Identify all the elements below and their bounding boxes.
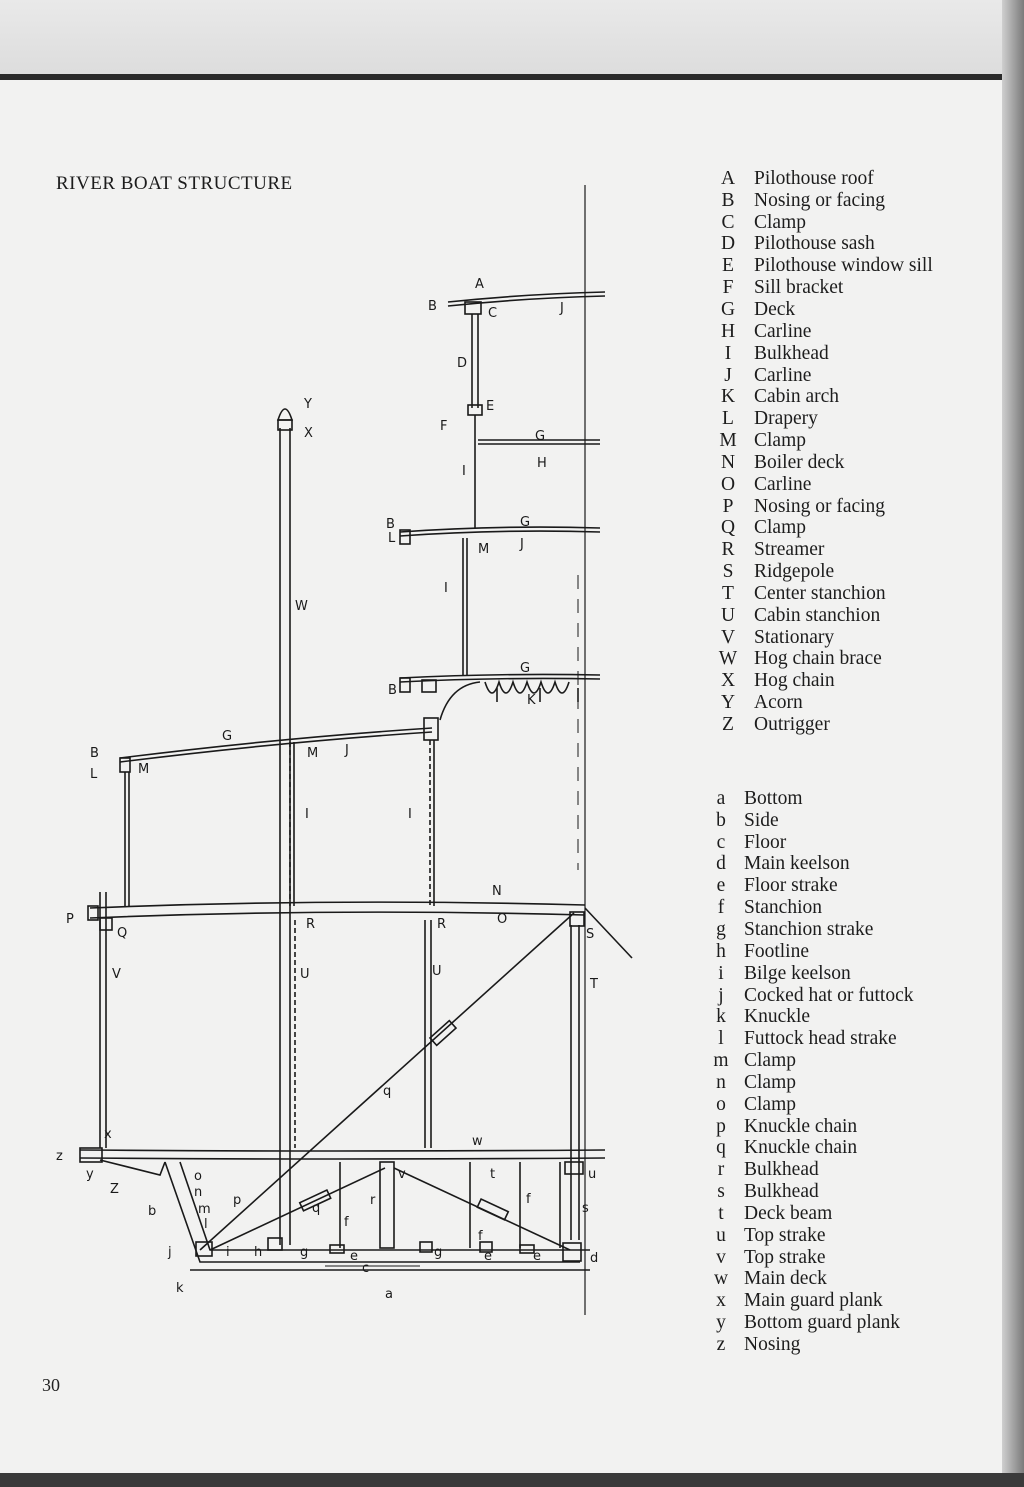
legend-label: Hog chain	[754, 670, 835, 692]
legend-key: A	[720, 167, 736, 189]
legend-label: Main keelson	[744, 853, 850, 875]
legend-label: Nosing or facing	[754, 495, 886, 517]
label-J-2: J	[520, 537, 524, 552]
label-R-2: R	[437, 917, 447, 932]
label-e-3: e	[533, 1249, 541, 1264]
legend-label: Floor strake	[744, 875, 838, 897]
legend-item	[712, 539, 933, 561]
legend-item	[706, 1072, 914, 1094]
legend-item	[712, 277, 933, 299]
label-M-2: M	[138, 762, 150, 777]
legend-label: Knuckle chain	[744, 1137, 858, 1159]
label-j: j	[168, 1245, 172, 1260]
label-W: W	[295, 599, 308, 614]
legend-key: p	[716, 1115, 726, 1137]
legend-key: z	[716, 1334, 726, 1356]
legend-item	[712, 561, 933, 583]
label-I-2: I	[444, 581, 448, 596]
legend-label: Clamp	[744, 1050, 796, 1072]
legend-key: H	[720, 320, 736, 342]
label-J: J	[560, 301, 564, 316]
knuckle-chain-turnbuckle-2	[477, 1199, 508, 1220]
legend-item	[712, 408, 933, 430]
legend-label: Bulkhead	[754, 342, 829, 364]
boiler-deck	[90, 902, 585, 908]
legend-key: S	[722, 561, 734, 583]
legend-key: G	[720, 298, 736, 320]
legend-item	[712, 605, 933, 627]
boiler-deck-roof	[120, 728, 432, 758]
legend-key: u	[716, 1224, 726, 1246]
legend-key: i	[718, 962, 724, 984]
legend-item	[712, 496, 933, 518]
label-t: t	[490, 1167, 496, 1182]
label-d: d	[590, 1251, 599, 1266]
legend-key: I	[724, 342, 732, 364]
floor-strake-3	[330, 1245, 344, 1253]
label-J-3: J	[345, 743, 349, 758]
label-R: R	[306, 917, 316, 932]
hurricane-deck	[400, 674, 600, 678]
label-f-3: f	[478, 1229, 483, 1244]
legend-label: Bottom	[744, 787, 803, 809]
label-s: s	[582, 1201, 589, 1216]
legend-key: C	[721, 211, 735, 233]
legend-item	[712, 365, 933, 387]
legend-key: a	[716, 787, 726, 809]
label-P: P	[66, 912, 74, 927]
label-v: v	[398, 1167, 406, 1182]
legend-item	[712, 474, 933, 496]
legend-label: Sill bracket	[754, 277, 844, 299]
label-c: c	[362, 1261, 370, 1276]
legend-label: Carline	[754, 364, 812, 386]
legend-item	[706, 1138, 914, 1160]
legend-key: Y	[720, 692, 736, 714]
label-f: f	[526, 1192, 531, 1207]
label-e: e	[350, 1249, 358, 1264]
legend-label: Streamer	[754, 539, 825, 561]
texas-deck-inner	[400, 531, 600, 536]
legend-label: Main guard plank	[744, 1290, 883, 1312]
legend-key: w	[713, 1268, 729, 1290]
legend-item	[706, 875, 914, 897]
boiler-deck-roof-inner	[120, 732, 432, 762]
legend-label: Acorn	[754, 692, 803, 714]
label-x: x	[104, 1127, 112, 1142]
hog-chain	[200, 913, 574, 1250]
label-U-2: U	[432, 964, 442, 979]
legend-key: c	[716, 831, 726, 853]
legend-uppercase	[712, 168, 933, 736]
label-S: S	[586, 927, 595, 942]
main-keelson	[563, 1243, 581, 1261]
label-U: U	[300, 967, 310, 982]
label-e-2: e	[484, 1249, 492, 1264]
floor-strake-2	[520, 1245, 534, 1253]
label-G-2: G	[520, 515, 531, 530]
legend-label: Ridgepole	[754, 561, 835, 583]
label-u: u	[588, 1167, 597, 1182]
legend-label: Pilothouse window sill	[754, 255, 933, 277]
hog-chain-turnbuckle	[430, 1021, 456, 1046]
legend-label: Cocked hat or futtock	[744, 984, 914, 1006]
legend-item	[706, 810, 914, 832]
label-M: M	[478, 542, 490, 557]
label-V: V	[112, 967, 121, 982]
legend-key: P	[722, 495, 734, 517]
legend-key: h	[716, 940, 726, 962]
legend-key: o	[716, 1093, 726, 1115]
legend-item	[706, 897, 914, 919]
legend-item	[712, 321, 933, 343]
bulkhead	[380, 1162, 394, 1248]
main-deck-inner	[80, 1158, 605, 1159]
legend-key: q	[716, 1137, 726, 1159]
label-z: z	[56, 1149, 63, 1164]
legend-item	[706, 1028, 914, 1050]
legend-label: Clamp	[744, 1071, 796, 1093]
legend-label: Bilge keelson	[744, 962, 851, 984]
hurricane-deck-nosing	[400, 678, 410, 692]
legend-key: E	[722, 255, 734, 277]
legend-item	[712, 692, 933, 714]
label-l: l	[204, 1217, 208, 1232]
legend-key: J	[724, 364, 732, 386]
legend-item	[712, 452, 933, 474]
legend-item	[706, 1334, 914, 1356]
legend-label: Floor	[744, 831, 787, 853]
legend-label: Nosing or facing	[754, 189, 886, 211]
legend-key: M	[719, 430, 737, 452]
legend-item	[706, 788, 914, 810]
label-O: O	[497, 912, 508, 927]
outrigger	[100, 1160, 165, 1175]
label-I-4: I	[408, 807, 412, 822]
legend-label: Clamp	[744, 1093, 796, 1115]
label-m: m	[198, 1202, 211, 1217]
label-C: C	[488, 306, 498, 321]
label-q-2: q	[312, 1201, 321, 1216]
legend-label: Carline	[754, 473, 812, 495]
label-i: i	[226, 1245, 230, 1260]
legend-item	[706, 1225, 914, 1247]
legend-key: F	[722, 277, 734, 299]
legend-item	[712, 670, 933, 692]
legend-item	[706, 1159, 914, 1181]
legend-label: Bulkhead	[744, 1181, 819, 1203]
label-n: n	[194, 1185, 203, 1200]
legend-key: e	[716, 875, 726, 897]
label-k: k	[176, 1281, 184, 1296]
legend-key: R	[721, 539, 735, 561]
legend-item	[706, 832, 914, 854]
legend-key: N	[720, 451, 736, 473]
legend-key: f	[717, 897, 725, 919]
legend-item	[706, 1203, 914, 1225]
legend-item	[706, 854, 914, 876]
label-B-3: B	[388, 683, 397, 698]
roof-nosing	[120, 758, 130, 772]
legend-key: W	[718, 648, 738, 670]
legend-label: Cabin stanchion	[754, 604, 881, 626]
legend-item	[706, 919, 914, 941]
label-a: a	[385, 1287, 393, 1302]
label-y: y	[86, 1167, 94, 1182]
label-F: F	[440, 419, 448, 434]
legend-key: b	[716, 809, 726, 831]
legend-label: Footline	[744, 940, 810, 962]
label-L-2: L	[90, 767, 98, 782]
label-T: T	[590, 977, 598, 992]
label-I: I	[462, 464, 466, 479]
label-q: q	[383, 1084, 392, 1099]
label-M-3: M	[307, 746, 319, 761]
legend-item	[706, 941, 914, 963]
label-o: o	[194, 1169, 202, 1184]
legend-label: Knuckle chain	[744, 1115, 858, 1137]
legend-label: Stanchion	[744, 897, 822, 919]
legend-lowercase	[706, 788, 914, 1356]
legend-key: s	[717, 1181, 725, 1203]
main-deck	[80, 1150, 605, 1151]
legend-label: Top strake	[744, 1224, 826, 1246]
pilothouse-roof-inner	[448, 296, 605, 306]
legend-label: Clamp	[754, 430, 806, 452]
legend-label: Top strake	[744, 1246, 826, 1268]
legend-label: Center stanchion	[754, 582, 886, 604]
legend-key: d	[716, 853, 726, 875]
legend-key: K	[720, 386, 736, 408]
legend-item	[712, 190, 933, 212]
legend-label: Bottom guard plank	[744, 1312, 900, 1334]
label-X: X	[304, 426, 313, 441]
legend-key: n	[716, 1071, 726, 1093]
legend-item	[712, 583, 933, 605]
label-b: b	[148, 1204, 157, 1219]
legend-item	[706, 985, 914, 1007]
legend-item	[706, 1247, 914, 1269]
legend-item	[712, 343, 933, 365]
legend-key: Q	[720, 517, 736, 539]
pilothouse-window-sill	[468, 405, 482, 415]
legend-label: Deck	[754, 298, 796, 320]
legend-item	[712, 518, 933, 540]
legend-item	[706, 1181, 914, 1203]
legend-label: Stationary	[754, 626, 835, 648]
legend-item	[706, 1116, 914, 1138]
legend-item	[712, 255, 933, 277]
legend-label: Hog chain brace	[754, 648, 882, 670]
legend-label: Clamp	[754, 517, 806, 539]
label-r: r	[370, 1193, 376, 1208]
label-G-3: G	[520, 661, 531, 676]
legend-label: Pilothouse roof	[754, 167, 874, 189]
legend-item	[712, 212, 933, 234]
legend-label: Main deck	[744, 1268, 827, 1290]
label-Z: Z	[110, 1182, 119, 1197]
legend-item	[712, 627, 933, 649]
label-B: B	[428, 299, 437, 314]
legend-key: X	[720, 670, 736, 692]
label-I-3: I	[305, 807, 309, 822]
label-g-2: g	[434, 1245, 443, 1260]
top-strake	[565, 1162, 583, 1174]
legend-key: r	[717, 1159, 725, 1181]
cabin-arch	[440, 682, 480, 720]
legend-key: t	[718, 1202, 724, 1224]
legend-key: j	[718, 984, 724, 1006]
legend-key: x	[716, 1290, 726, 1312]
legend-label: Nosing	[744, 1334, 801, 1356]
legend-item	[706, 1006, 914, 1028]
legend-key: V	[720, 626, 736, 648]
legend-key: g	[716, 918, 726, 940]
legend-item	[706, 963, 914, 985]
label-w: w	[472, 1134, 483, 1149]
legend-key: D	[720, 233, 736, 255]
legend-item	[712, 430, 933, 452]
label-p: p	[233, 1193, 242, 1208]
legend-item	[706, 1269, 914, 1291]
legend-item	[712, 386, 933, 408]
legend-key: L	[722, 408, 734, 430]
label-A: A	[475, 277, 484, 292]
legend-key: k	[716, 1006, 726, 1028]
legend-item	[712, 168, 933, 190]
legend-key: O	[720, 473, 736, 495]
legend-label: Side	[744, 809, 779, 831]
label-E: E	[486, 399, 495, 414]
legend-key: T	[722, 582, 734, 604]
legend-key: m	[713, 1050, 729, 1072]
legend-item	[712, 234, 933, 256]
legend-item	[706, 1290, 914, 1312]
label-L: L	[388, 531, 396, 546]
knuckle-chain	[210, 1168, 385, 1250]
label-h: h	[254, 1245, 263, 1260]
page-title: RIVER BOAT STRUCTURE	[56, 172, 293, 194]
label-Y: Y	[304, 397, 312, 412]
legend-item	[712, 649, 933, 671]
legend-label: Knuckle	[744, 1006, 811, 1028]
label-D: D	[457, 356, 468, 371]
legend-item	[712, 299, 933, 321]
legend-key: l	[718, 1028, 724, 1050]
label-B-4: B	[90, 746, 99, 761]
legend-key: U	[720, 604, 736, 626]
label-G-4: G	[222, 729, 233, 744]
legend-label: Boiler deck	[754, 451, 845, 473]
label-H: H	[537, 456, 547, 471]
acorn	[278, 409, 292, 420]
label-N: N	[492, 884, 502, 899]
legend-label: Drapery	[754, 408, 818, 430]
label-G: G	[535, 429, 546, 444]
legend-item	[706, 1094, 914, 1116]
label-K: K	[527, 693, 536, 708]
legend-label: Deck beam	[744, 1202, 833, 1224]
label-B-2: B	[386, 517, 395, 532]
legend-label: Outrigger	[754, 714, 830, 736]
legend-label: Bulkhead	[744, 1159, 819, 1181]
legend-key: y	[716, 1312, 726, 1334]
boiler-deck-inner	[90, 912, 585, 918]
legend-label: Stanchion strake	[744, 918, 874, 940]
legend-label: Clamp	[754, 211, 806, 233]
page-number: 30	[42, 1375, 60, 1395]
hurricane-clamp	[422, 680, 436, 692]
legend-label: Futtock head strake	[744, 1028, 897, 1050]
legend-item	[706, 1050, 914, 1072]
legend-key: v	[716, 1246, 726, 1268]
label-Q: Q	[117, 926, 128, 941]
legend-item	[712, 714, 933, 736]
legend-key: B	[721, 189, 735, 211]
label-g: g	[300, 1245, 309, 1260]
legend-item	[706, 1312, 914, 1334]
legend-label: Pilothouse sash	[754, 233, 875, 255]
legend-label: Cabin arch	[754, 386, 840, 408]
legend-label: Carline	[754, 320, 812, 342]
legend-key: Z	[722, 714, 734, 736]
label-f-2: f	[344, 1215, 349, 1230]
